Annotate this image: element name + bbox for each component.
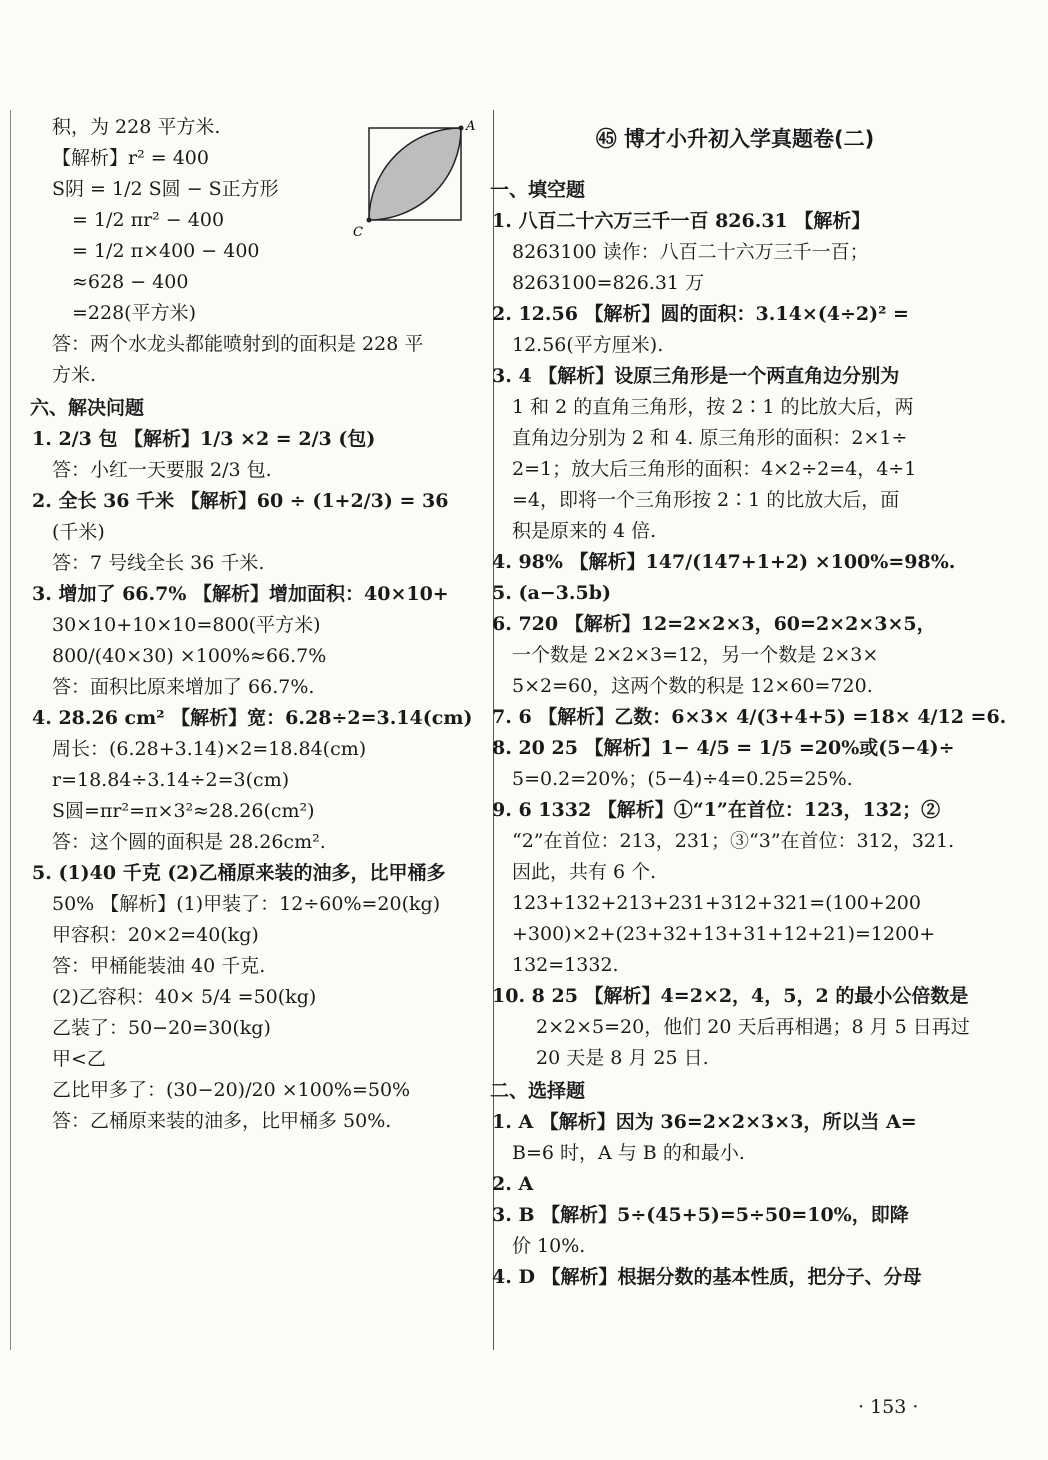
question-item: 2. A [492, 1173, 534, 1195]
label-a: A [466, 119, 476, 134]
text-line: 30×10+10×10=800(平方米) [52, 614, 321, 636]
text-line: 甲容积：20×2=40(kg) [52, 924, 259, 946]
question-item: 8. 20 25 【解析】1− 4/5 = 1/5 =20%或(5−4)÷ [492, 737, 955, 759]
question-item: 3. 增加了 66.7% 【解析】增加面积：40×10+ [32, 583, 449, 605]
text-line: 20 天是 8 月 25 日. [536, 1047, 709, 1069]
text-line: (千米) [52, 521, 105, 543]
text-line: 乙装了：50−20=30(kg) [52, 1017, 271, 1039]
section-heading: 二、选择题 [490, 1080, 586, 1102]
question-item: 1. 八百二十六万三千一百 826.31 【解析】 [492, 210, 871, 232]
text-line: 5=0.2=20%；(5−4)÷4=0.25=25%. [512, 768, 853, 790]
question-item: 4. D 【解析】根据分数的基本性质，把分子、分母 [492, 1266, 922, 1288]
text-line: 8263100=826.31 万 [512, 272, 705, 294]
question-item: 3. 4 【解析】设原三角形是一个两直角边分别为 [492, 365, 900, 387]
left-column [30, 112, 482, 1137]
text-line: +300)×2+(23+32+13+31+12+21)=1200+ [512, 923, 936, 945]
text-line: 方米. [52, 364, 97, 386]
text-line: =4，即将一个三角形按 2∶1 的比放大后，面 [512, 489, 900, 511]
question-item: 6. 720 【解析】12=2×2×3，60=2×2×3×5， [492, 613, 936, 635]
question-item: 5. (1)40 千克 (2)乙桶原来装的油多，比甲桶多 [32, 862, 446, 884]
text-line: 123+132+213+231+312+321=(100+200 [512, 892, 921, 914]
text-line: 答：面积比原来增加了 66.7%. [52, 676, 315, 698]
question-item: 10. 8 25 【解析】4=2×2，4，5，2 的最小公倍数是 [492, 985, 969, 1007]
text-line: S圆=πr²=π×3²≈28.26(cm²) [52, 800, 315, 822]
text-line: 周长：(6.28+3.14)×2=18.84(cm) [52, 738, 367, 760]
text-line: 800/(40×30) ×100%≈66.7% [52, 645, 327, 667]
text-line: 132=1332. [512, 954, 619, 976]
text-line: 答：小红一天要服 2/3 包. [52, 459, 272, 481]
text-line: 2×2×5=20，他们 20 天后再相遇；8 月 5 日再过 [536, 1016, 970, 1038]
page-number: · 153 · [858, 1396, 919, 1418]
text-line: 积，为 228 平方米. [52, 116, 221, 138]
text-line: 答：两个水龙头都能喷射到的面积是 228 平 [52, 333, 424, 355]
question-item: 2. 全长 36 千米 【解析】60 ÷ (1+2/3) = 36 [32, 490, 449, 512]
text-line: 12.56(平方厘米). [512, 334, 664, 356]
exam-title: ㊺ 博才小升初入学真题卷(二) [595, 127, 875, 151]
section-heading: 一、填空题 [490, 179, 586, 201]
text-line: ≈628 − 400 [72, 271, 189, 293]
text-line: 1 和 2 的直角三角形，按 2∶1 的比放大后，两 [512, 396, 914, 418]
question-item: 1. A 【解析】因为 36=2×2×3×3，所以当 A= [492, 1111, 917, 1133]
text-line: r=18.84÷3.14÷2=3(cm) [52, 769, 290, 791]
question-item: 5. (a−3.5b) [492, 582, 612, 604]
text-line: 8263100 读作：八百二十六万三千一百； [512, 241, 869, 263]
text-line: 积是原来的 4 倍. [512, 520, 657, 542]
question-item: 4. 98% 【解析】147/(147+1+2) ×100%=98%. [492, 551, 956, 573]
text-line: B=6 时，A 与 B 的和最小. [512, 1142, 745, 1164]
text-line: = 1/2 π×400 − 400 [72, 240, 260, 262]
text-line: = 1/2 πr² − 400 [72, 209, 225, 231]
page-edge [10, 110, 11, 1350]
text-line: “2”在首位：213，231；③“3”在首位：312，321. [512, 830, 955, 852]
text-line: S阴 = 1/2 S圆 − S正方形 [52, 178, 279, 200]
text-line: =228(平方米) [72, 302, 197, 324]
text-line: 因此，共有 6 个. [512, 861, 657, 883]
text-line: 直角边分别为 2 和 4. 原三角形的面积：2×1÷ [512, 427, 908, 449]
text-line: (2)乙容积：40× 5/4 =50(kg) [52, 986, 317, 1008]
text-line: 一个数是 2×2×3=12，另一个数是 2×3× [512, 644, 879, 666]
section-heading: 六、解决问题 [30, 397, 145, 419]
text-line: 价 10%. [512, 1235, 586, 1257]
text-line: 乙比甲多了：(30−20)/20 ×100%=50% [52, 1079, 411, 1101]
question-item: 4. 28.26 cm² 【解析】宽：6.28÷2=3.14(cm) [32, 707, 473, 729]
text-line: 【解析】r² = 400 [52, 147, 209, 169]
text-line: 2=1；放大后三角形的面积：4×2÷2=4，4÷1 [512, 458, 917, 480]
question-item: 7. 6 【解析】乙数：6×3× 4/(3+4+5) =18× 4/12 =6. [492, 706, 1007, 728]
text-line: 答：乙桶原来装的油多，比甲桶多 50%. [52, 1110, 392, 1132]
question-item: 9. 6 1332 【解析】①“1”在首位：123，132；② [492, 799, 941, 821]
question-item: 1. 2/3 包 【解析】1/3 ×2 = 2/3 (包) [32, 428, 376, 450]
label-c: C [353, 225, 363, 240]
text-line: 50% 【解析】(1)甲装了：12÷60%=20(kg) [52, 893, 441, 915]
question-item: 2. 12.56 【解析】圆的面积：3.14×(4÷2)² = [492, 303, 909, 325]
text-line: 甲<乙 [52, 1048, 106, 1070]
right-column [490, 112, 1007, 1293]
text-line: 答：这个圆的面积是 28.26cm². [52, 831, 326, 853]
text-line: 答：甲桶能装油 40 千克. [52, 955, 266, 977]
text-line: 答：7 号线全长 36 千米. [52, 552, 265, 574]
question-item: 3. B 【解析】5÷(45+5)=5÷50=10%，即降 [492, 1204, 909, 1226]
text-line: 5×2=60，这两个数的积是 12×60=720. [512, 675, 873, 697]
